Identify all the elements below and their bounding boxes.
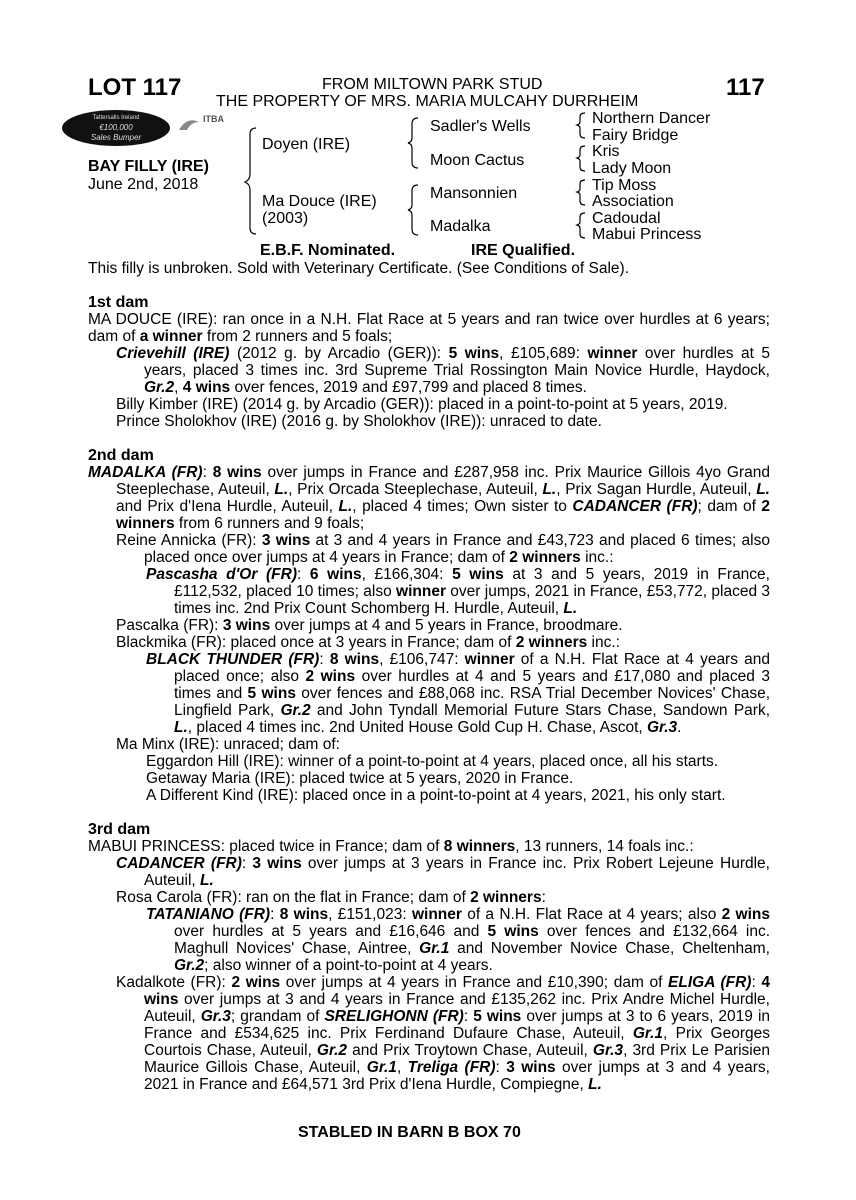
itba-logo: ITBA (177, 114, 237, 139)
ire-qualified: IRE Qualified. (471, 242, 576, 259)
sale-note: This filly is unbroken. Sold with Veterinary Certificate. (See Conditions of Sale). (88, 260, 630, 277)
third-dam-entry: MABUI PRINCESS: placed twice in France; dam of 8 winners, 13 runners, 14 foals inc.: (88, 838, 694, 855)
pedigree-braces (0, 0, 856, 250)
lot-label: LOT 117 (88, 74, 182, 101)
sales-bumper-logo: Tattersalls Ireland €100,000 Sales Bumper (62, 110, 170, 146)
first-dam-heading: 1st dam (88, 294, 149, 311)
dam: Ma Douce (IRE) (262, 193, 377, 210)
progeny-crievehill: Crievehill (IRE) (2012 g. by Arcadio (GER)): 5 wins, £105,689: winner over hurdles at 5 years, placed 3 times inc. 3rd Supreme Trial Rossington Main Novice Hurdle, Haydock, Gr.2, 4 wins over fences, 2019 and £97,799 and placed 8 times. (116, 345, 771, 396)
third-dam-heading: 3rd dam (88, 821, 151, 838)
sds: Kris (592, 143, 620, 160)
dds: Cadoudal (592, 210, 661, 227)
progeny-kadalkote: Kadalkote (FR): 2 wins over jumps at 4 years in France and £10,390; dam of ELIGA (FR): 4 wins over jumps at 3 and 4 years in France and £135,262 inc. Prix Andre Michel Hurdle, Auteuil, Gr.3; grandam of SRELIGHONN (FR): 5 wins over jumps at 3 to 6 years, 2019 in France and £534,625 inc. Prix Ferdinand Dufaure Chase, Auteuil, Gr.1, Prix Georges Courtois Chase, Auteuil, Gr.2 and Prix Troytown Chase, Auteuil, Gr.3, 3rd Prix Le Parisien Maurice Gillois Chase, Auteuil, Gr.1, Treliga (FR): 3 wins over jumps at 3 and 4 years, 2021 in France and £64,571 3rd Prix d'Iena Hurdle, Compiegne, L. (116, 974, 771, 1093)
progeny-eggardon-hill: Eggardon Hill (IRE): winner of a point-to-point at 4 years, placed once, all his starts. (146, 753, 719, 770)
progeny-tataniano: TATANIANO (FR): 8 wins, £151,023: winner of a N.H. Flat Race at 4 years; also 2 wins over hurdles at 5 years and £16,646 and 5 wins over fences and £132,664 inc. Maghull Novices' Chase, Aintree, Gr.1 and November Novice Chase, Cheltenham, Gr.2; also winner of a point-to-point at 4 years. (146, 906, 770, 974)
foaling-date: June 2nd, 2018 (88, 176, 199, 193)
progeny-pascalka: Pascalka (FR): 3 wins over jumps at 4 and 5 years in France, broodmare. (116, 617, 623, 634)
lot-number: 117 (726, 74, 765, 101)
dsd: Association (592, 193, 674, 210)
property-line: THE PROPERTY OF MRS. MARIA MULCAHY DURRHEIM (216, 93, 639, 110)
sdd: Lady Moon (592, 160, 672, 177)
dss: Tip Moss (592, 177, 657, 194)
ebf-nominated: E.B.F. Nominated. (260, 242, 396, 259)
first-dam-entry: MA DOUCE (IRE): ran once in a N.H. Flat Race at 5 years and ran twice over hurdles at 6 years; dam of a winner from 2 runners and 5 foals; (88, 311, 770, 345)
horse-description: BAY FILLY (IRE) (88, 158, 209, 175)
progeny-cadancer: CADANCER (FR): 3 wins over jumps at 3 years in France inc. Prix Robert Lejeune Hurdle, Auteuil, L. (116, 855, 770, 889)
progeny-black-thunder: BLACK THUNDER (FR): 8 wins, £106,747: winner of a N.H. Flat Race at 4 years and placed once; also 2 wins over hurdles at 4 and 5 years and £17,080 and placed 3 times and 5 wins over fences and £88,068 inc. RSA Trial December Novices' Chase, Lingfield Park, Gr.2 and John Tyndall Memorial Future Stars Chase, Sandown Park, L., placed 4 times inc. 2nd United House Gold Cup H. Chase, Ascot, Gr.3. (146, 651, 770, 736)
second-dam-entry: MADALKA (FR): 8 wins over jumps in France and £287,958 inc. Prix Maurice Gillois 4yo Grand Steeplechase, Auteuil, L., Prix Orcada Steeplechase, Auteuil, L., Prix Sagan Hurdle, Auteuil, L. and Prix d'Iena Hurdle, Auteuil, L., placed 4 times; Own sister to CADANCER (FR); dam of 2 winners from 6 runners and 9 foals; (88, 464, 770, 532)
sire-dam: Moon Cactus (430, 152, 525, 169)
progeny-ma-minx: Ma Minx (IRE): unraced; dam of: (116, 736, 340, 753)
progeny-reine-annicka: Reine Annicka (FR): 3 wins at 3 and 4 years in France and £43,723 and placed 6 times; also placed once over jumps at 4 years in France; dam of 2 winners inc.: (116, 532, 770, 566)
progeny-pascasha: Pascasha d'Or (FR): 6 wins, £166,304: 5 wins at 3 and 5 years, 2019 in France, £112,532, placed 10 times; also winner over jumps, 2021 in France, £53,772, placed 3 times inc. 2nd Prix Count Schomberg H. Hurdle, Auteuil, L. (146, 566, 770, 617)
progeny-prince-sholokhov: Prince Sholokhov (IRE) (2016 g. by Sholokhov (IRE)): unraced to date. (116, 413, 602, 430)
sire: Doyen (IRE) (262, 136, 351, 153)
second-dam-heading: 2nd dam (88, 447, 154, 464)
catalogue-body (88, 260, 770, 1093)
progeny-a-different-kind: A Different Kind (IRE): placed once in a point-to-point at 4 years, 2021, his only start. (146, 787, 726, 804)
dam-sire: Mansonnien (430, 185, 518, 202)
dam-dam: Madalka (430, 218, 491, 235)
vendor-line: FROM MILTOWN PARK STUD (322, 76, 543, 93)
progeny-getaway-maria: Getaway Maria (IRE): placed twice at 5 years, 2020 in France. (146, 770, 574, 787)
ddd: Mabui Princess (592, 226, 702, 243)
sire-sire: Sadler's Wells (430, 118, 531, 135)
progeny-blackmika: Blackmika (FR): placed once at 3 years in France; dam of 2 winners inc.: (116, 634, 620, 651)
progeny-billy-kimber: Billy Kimber (IRE) (2014 g. by Arcadio (GER)): placed in a point-to-point at 5 years, 2019. (116, 396, 728, 413)
ssd: Fairy Bridge (592, 127, 679, 144)
sss: Northern Dancer (592, 110, 711, 127)
dam-year: (2003) (262, 210, 309, 227)
progeny-rosa-carola: Rosa Carola (FR): ran on the flat in France; dam of 2 winners: (116, 889, 546, 906)
stabling-info: STABLED IN BARN B BOX 70 (298, 1124, 521, 1141)
